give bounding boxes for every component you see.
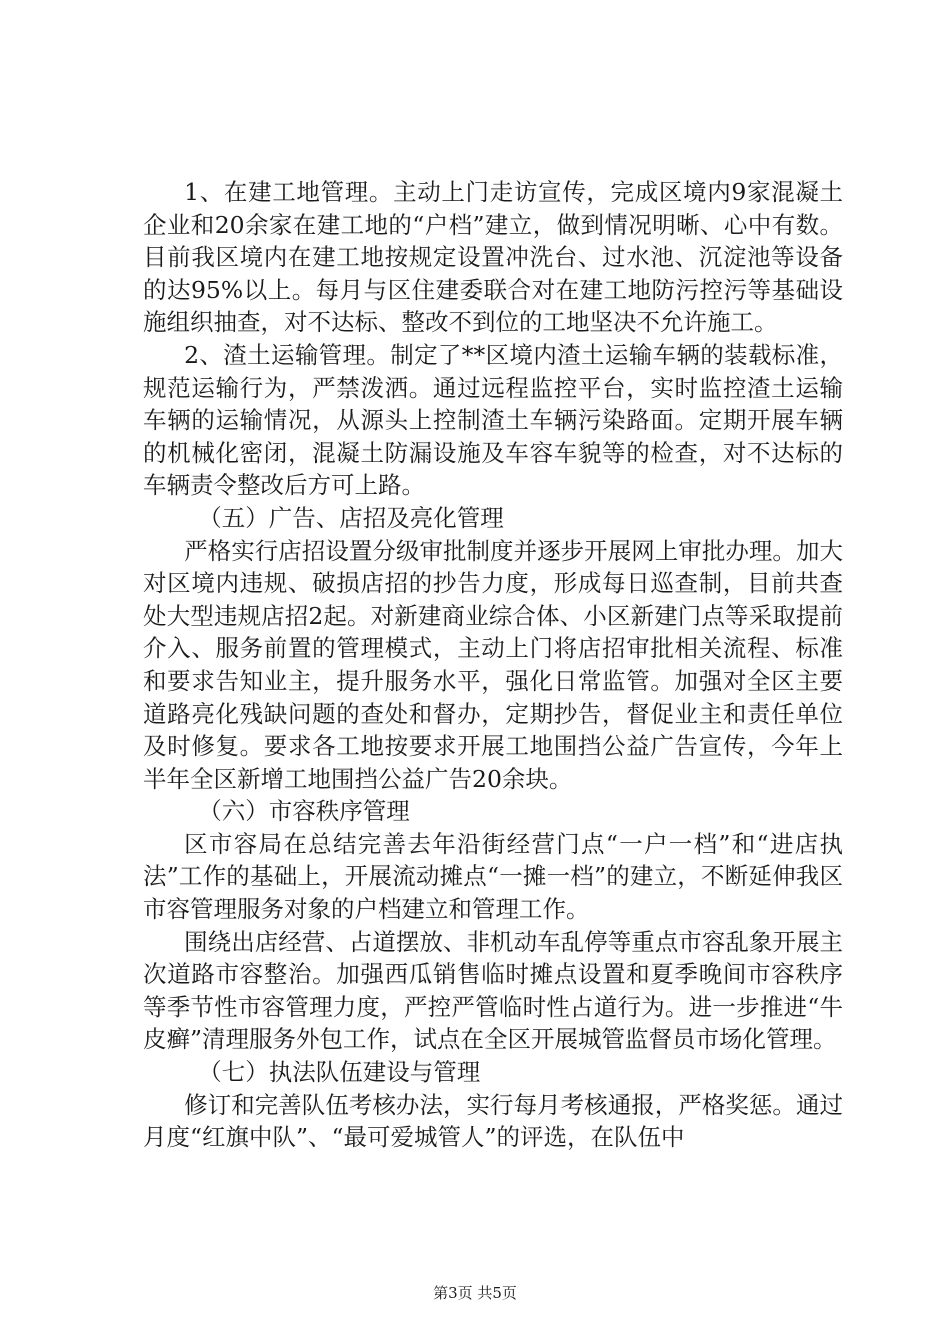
paragraph-city-order-records: 区市容局在总结完善去年沿街经营门点“一户一档”和“进店执法”工作的基础上，开展流动摊点“一摊一档”的建立，不断延伸我区市容管理服务对象的户档建立和管理工作。 bbox=[143, 829, 843, 924]
section-heading-advertising bbox=[143, 502, 843, 535]
section-heading-team-building-text: （七）执法队伍建设与管理 bbox=[198, 1058, 481, 1087]
paragraph-city-order-rectification: 围绕出店经营、占道摆放、非机动车乱停等重点市容乱象开展主次道路市容整治。加强西瓜销售临时摊点设置和夏季晚间市容秩序等季节性市容管理力度，严控严管临时性占道行为。进一步推进“牛皮癣”清理服务外包工作，试点在全区开展城管监督员市场化管理。 bbox=[143, 927, 843, 1054]
section-heading-team-building bbox=[143, 1056, 843, 1089]
paragraph-muck-transport: 2、渣土运输管理。制定了**区境内渣土运输车辆的装载标准，规范运输行为，严禁泼洒。通过远程监控平台，实时监控渣土运输车辆的运输情况，从源头上控制渣土车辆污染路面。定期开展车辆的机械化密闭，混凝土防漏设施及车容车貌等的检查，对不达标的车辆责令整改后方可上路。 bbox=[143, 340, 843, 500]
paragraph-advertising: 严格实行店招设置分级审批制度并逐步开展网上审批办理。加大对区境内违规、破损店招的抄告力度，形成每日巡查制，目前共查处大型违规店招2起。对新建商业综合体、小区新建门点等采取提前介入、服务前置的管理模式，主动上门将店招审批相关流程、标准和要求告知业主，提升服务水平，强化日常监管。加强对全区主要道路亮化残缺问题的查处和督办，定期抄告，督促业主和责任单位及时修复。要求各工地按要求开展工地围挡公益广告宣传，今年上半年全区新增工地围挡公益广告20余块。 bbox=[143, 536, 843, 793]
paragraph-team-building: 修订和完善队伍考核办法，实行每月考核通报，严格奖惩。通过月度“红旗中队”、“最可爱城管人”的评选，在队伍中 bbox=[143, 1090, 843, 1152]
paragraph-construction-site: 1、在建工地管理。主动上门走访宣传，完成区境内9家混凝土企业和20余家在建工地的“户档”建立，做到情况明晰、心中有数。目前我区境内在建工地按规定设置冲洗台、过水池、沉淀池等设备的达95%以上。每月与区住建委联合对在建工地防污控污等基础设施组织抽查，对不达标、整改不到位的工地坚决不允许施工。 bbox=[143, 178, 843, 337]
page-number-footer: 第3页 共5页 bbox=[433, 1284, 517, 1302]
section-heading-city-order-text: （六）市容秩序管理 bbox=[198, 797, 410, 826]
document-body bbox=[143, 176, 843, 1154]
section-heading-advertising-text: （五）广告、店招及亮化管理 bbox=[198, 503, 504, 532]
section-heading-city-order bbox=[143, 795, 843, 828]
